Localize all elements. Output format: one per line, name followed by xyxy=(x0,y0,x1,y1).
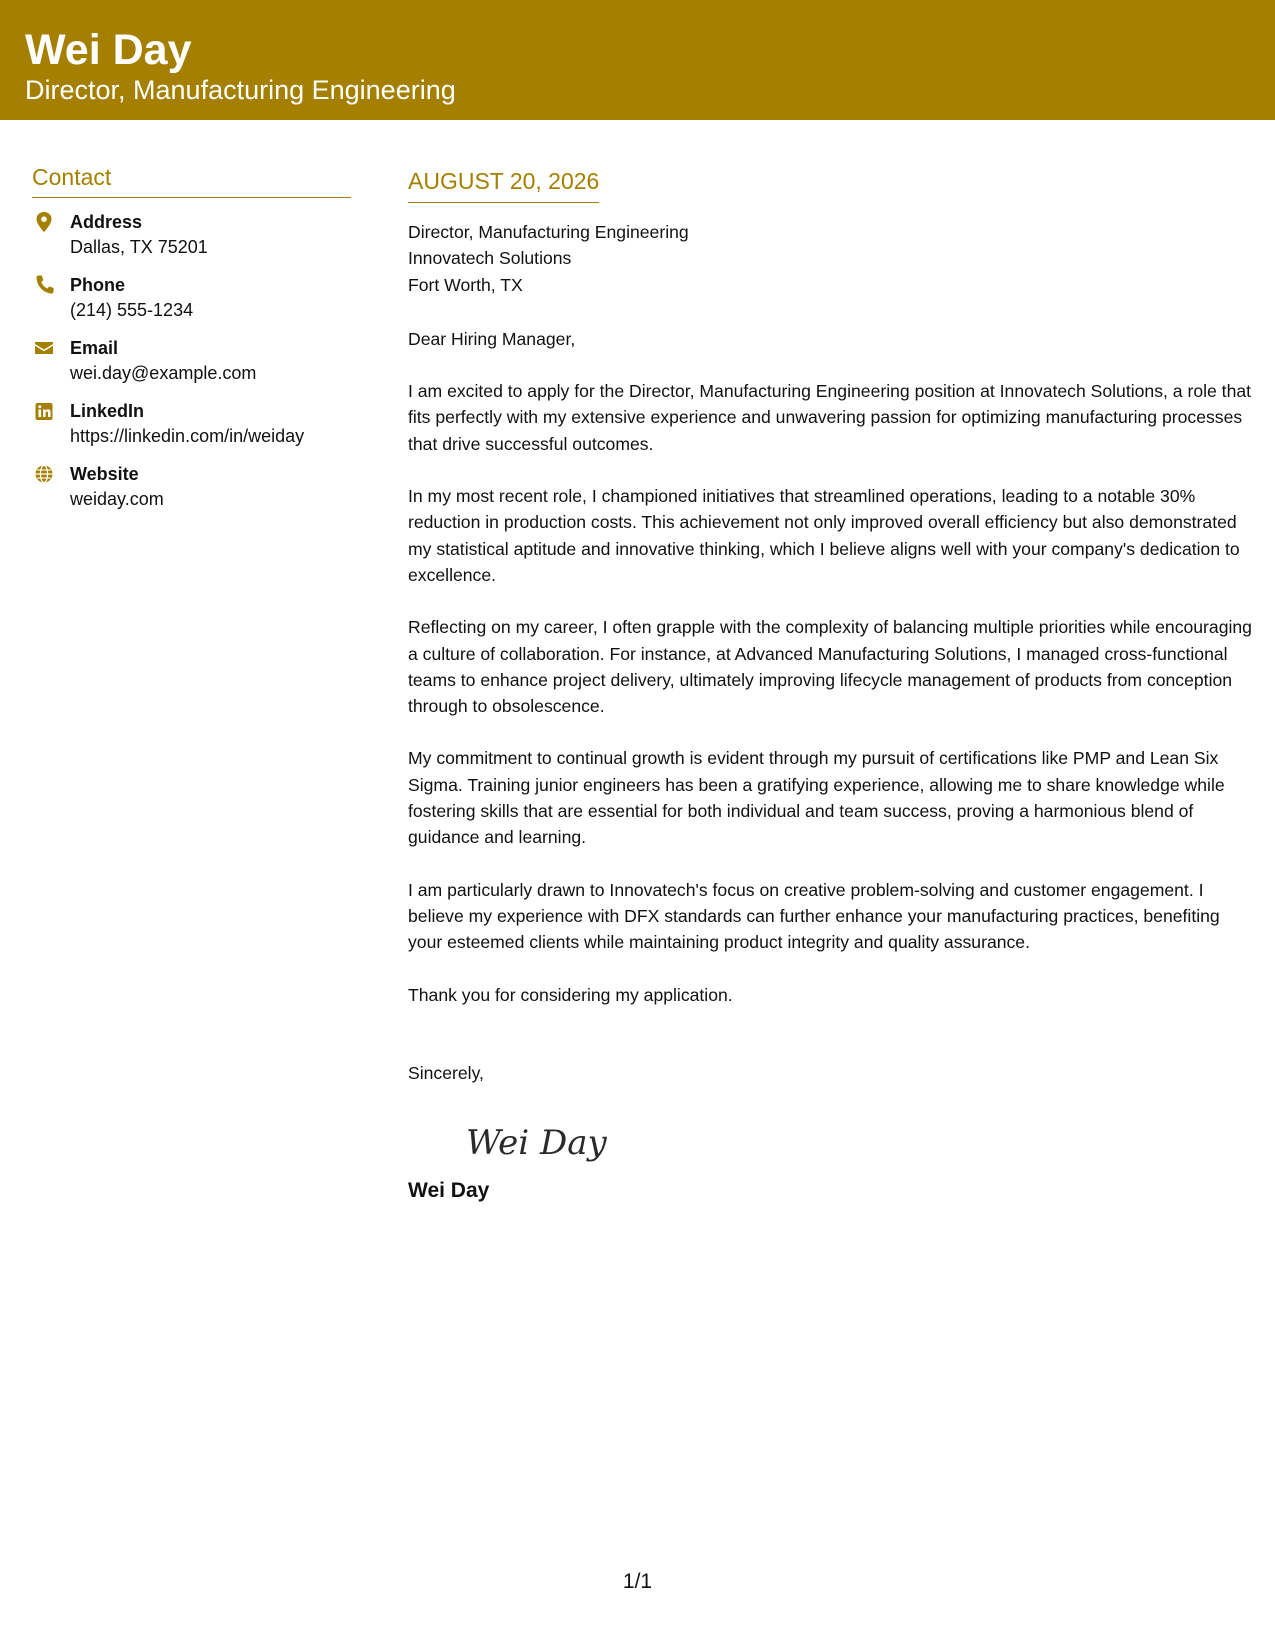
paragraph: I am excited to apply for the Director, Manufacturing Engineering position at Innovatech Solutions, a role that fits perfectly with my extensive experience and unwavering passion for optimizing manufacturing processes that drive successful outcomes. xyxy=(408,381,1252,454)
signature-text: Wei Day xyxy=(466,1123,607,1164)
paragraph: I am particularly drawn to Innovatech's focus on creative problem-solving and customer engagement. I believe my experience with DFX standards can further enhance your manufacturing practices, benefiting your esteemed clients while maintaining product integrity and quality assurance. xyxy=(408,879,1220,953)
contact-item-linkedin xyxy=(32,399,351,462)
linkedin-value[interactable]: https://linkedin.com/in/weiday xyxy=(70,426,305,446)
paragraph: Thank you for considering my application. xyxy=(408,984,733,1005)
phone-value: (214) 555-1234 xyxy=(70,300,194,320)
header-banner xyxy=(0,0,1275,120)
closing: Sincerely, xyxy=(408,1062,484,1083)
paragraph: In my most recent role, I championed initiatives that streamlined operations, leading to a notable 30% reduction in production costs. This achievement not only improved overall efficiency but also demonstrated my statistical aptitude and innovative thinking, which I believe aligns well with your company's dedication to excellence. xyxy=(408,486,1240,585)
contact-item-website xyxy=(32,462,351,525)
letter-date: AUGUST 20, 2026 xyxy=(408,165,599,203)
salutation: Dear Hiring Manager, xyxy=(408,328,576,349)
contact-heading: Contact xyxy=(32,160,351,198)
handwritten-signature xyxy=(462,1112,1253,1168)
recipient-block xyxy=(408,219,1253,298)
page-number: 1/1 xyxy=(622,1570,653,1593)
envelope-icon xyxy=(34,337,54,359)
applicant-title: Director, Manufacturing Engineering xyxy=(25,75,456,105)
contact-sidebar xyxy=(32,160,351,525)
paragraph: My commitment to continual growth is evident through my pursuit of certifications like PMP and Lean Six Sigma. Training junior engineers has been a gratifying experience, allowing me to share knowledge while fostering skills that are essential for both individual and team success, proving a harmonious blend of guidance and learning. xyxy=(408,748,1225,848)
linkedin-icon xyxy=(34,400,54,422)
contact-item-email xyxy=(32,336,351,399)
recipient-line: Director, Manufacturing Engineering xyxy=(408,222,689,242)
email-value[interactable]: wei.day@example.com xyxy=(70,363,257,383)
contact-label: Email xyxy=(70,338,119,358)
recipient-line: Fort Worth, TX xyxy=(408,274,523,295)
recipient-line: Innovatech Solutions xyxy=(408,248,572,269)
contact-label: Address xyxy=(70,212,143,232)
website-value[interactable]: weiday.com xyxy=(70,489,164,509)
contact-label: Website xyxy=(70,464,139,484)
location-pin-icon xyxy=(34,211,54,233)
globe-icon xyxy=(34,463,54,485)
contact-item-address xyxy=(32,210,351,273)
signer-name: Wei Day xyxy=(408,1179,490,1203)
phone-icon xyxy=(34,274,54,296)
contact-label: Phone xyxy=(70,275,126,295)
applicant-name: Wei Day xyxy=(25,26,192,74)
paragraph: Reflecting on my career, I often grapple with the complexity of balancing multiple priorities while encouraging a culture of collaboration. For instance, at Advanced Manufacturing Solutions, I managed cross-functional teams to enhance project delivery, ultimately improving lifecycle management of products from conception through to obsolescence. xyxy=(408,617,1252,717)
letter-body xyxy=(408,165,1253,1206)
contact-list xyxy=(32,210,351,525)
contact-label: LinkedIn xyxy=(70,401,145,421)
address-value: Dallas, TX 75201 xyxy=(70,237,208,257)
contact-item-phone xyxy=(32,273,351,336)
